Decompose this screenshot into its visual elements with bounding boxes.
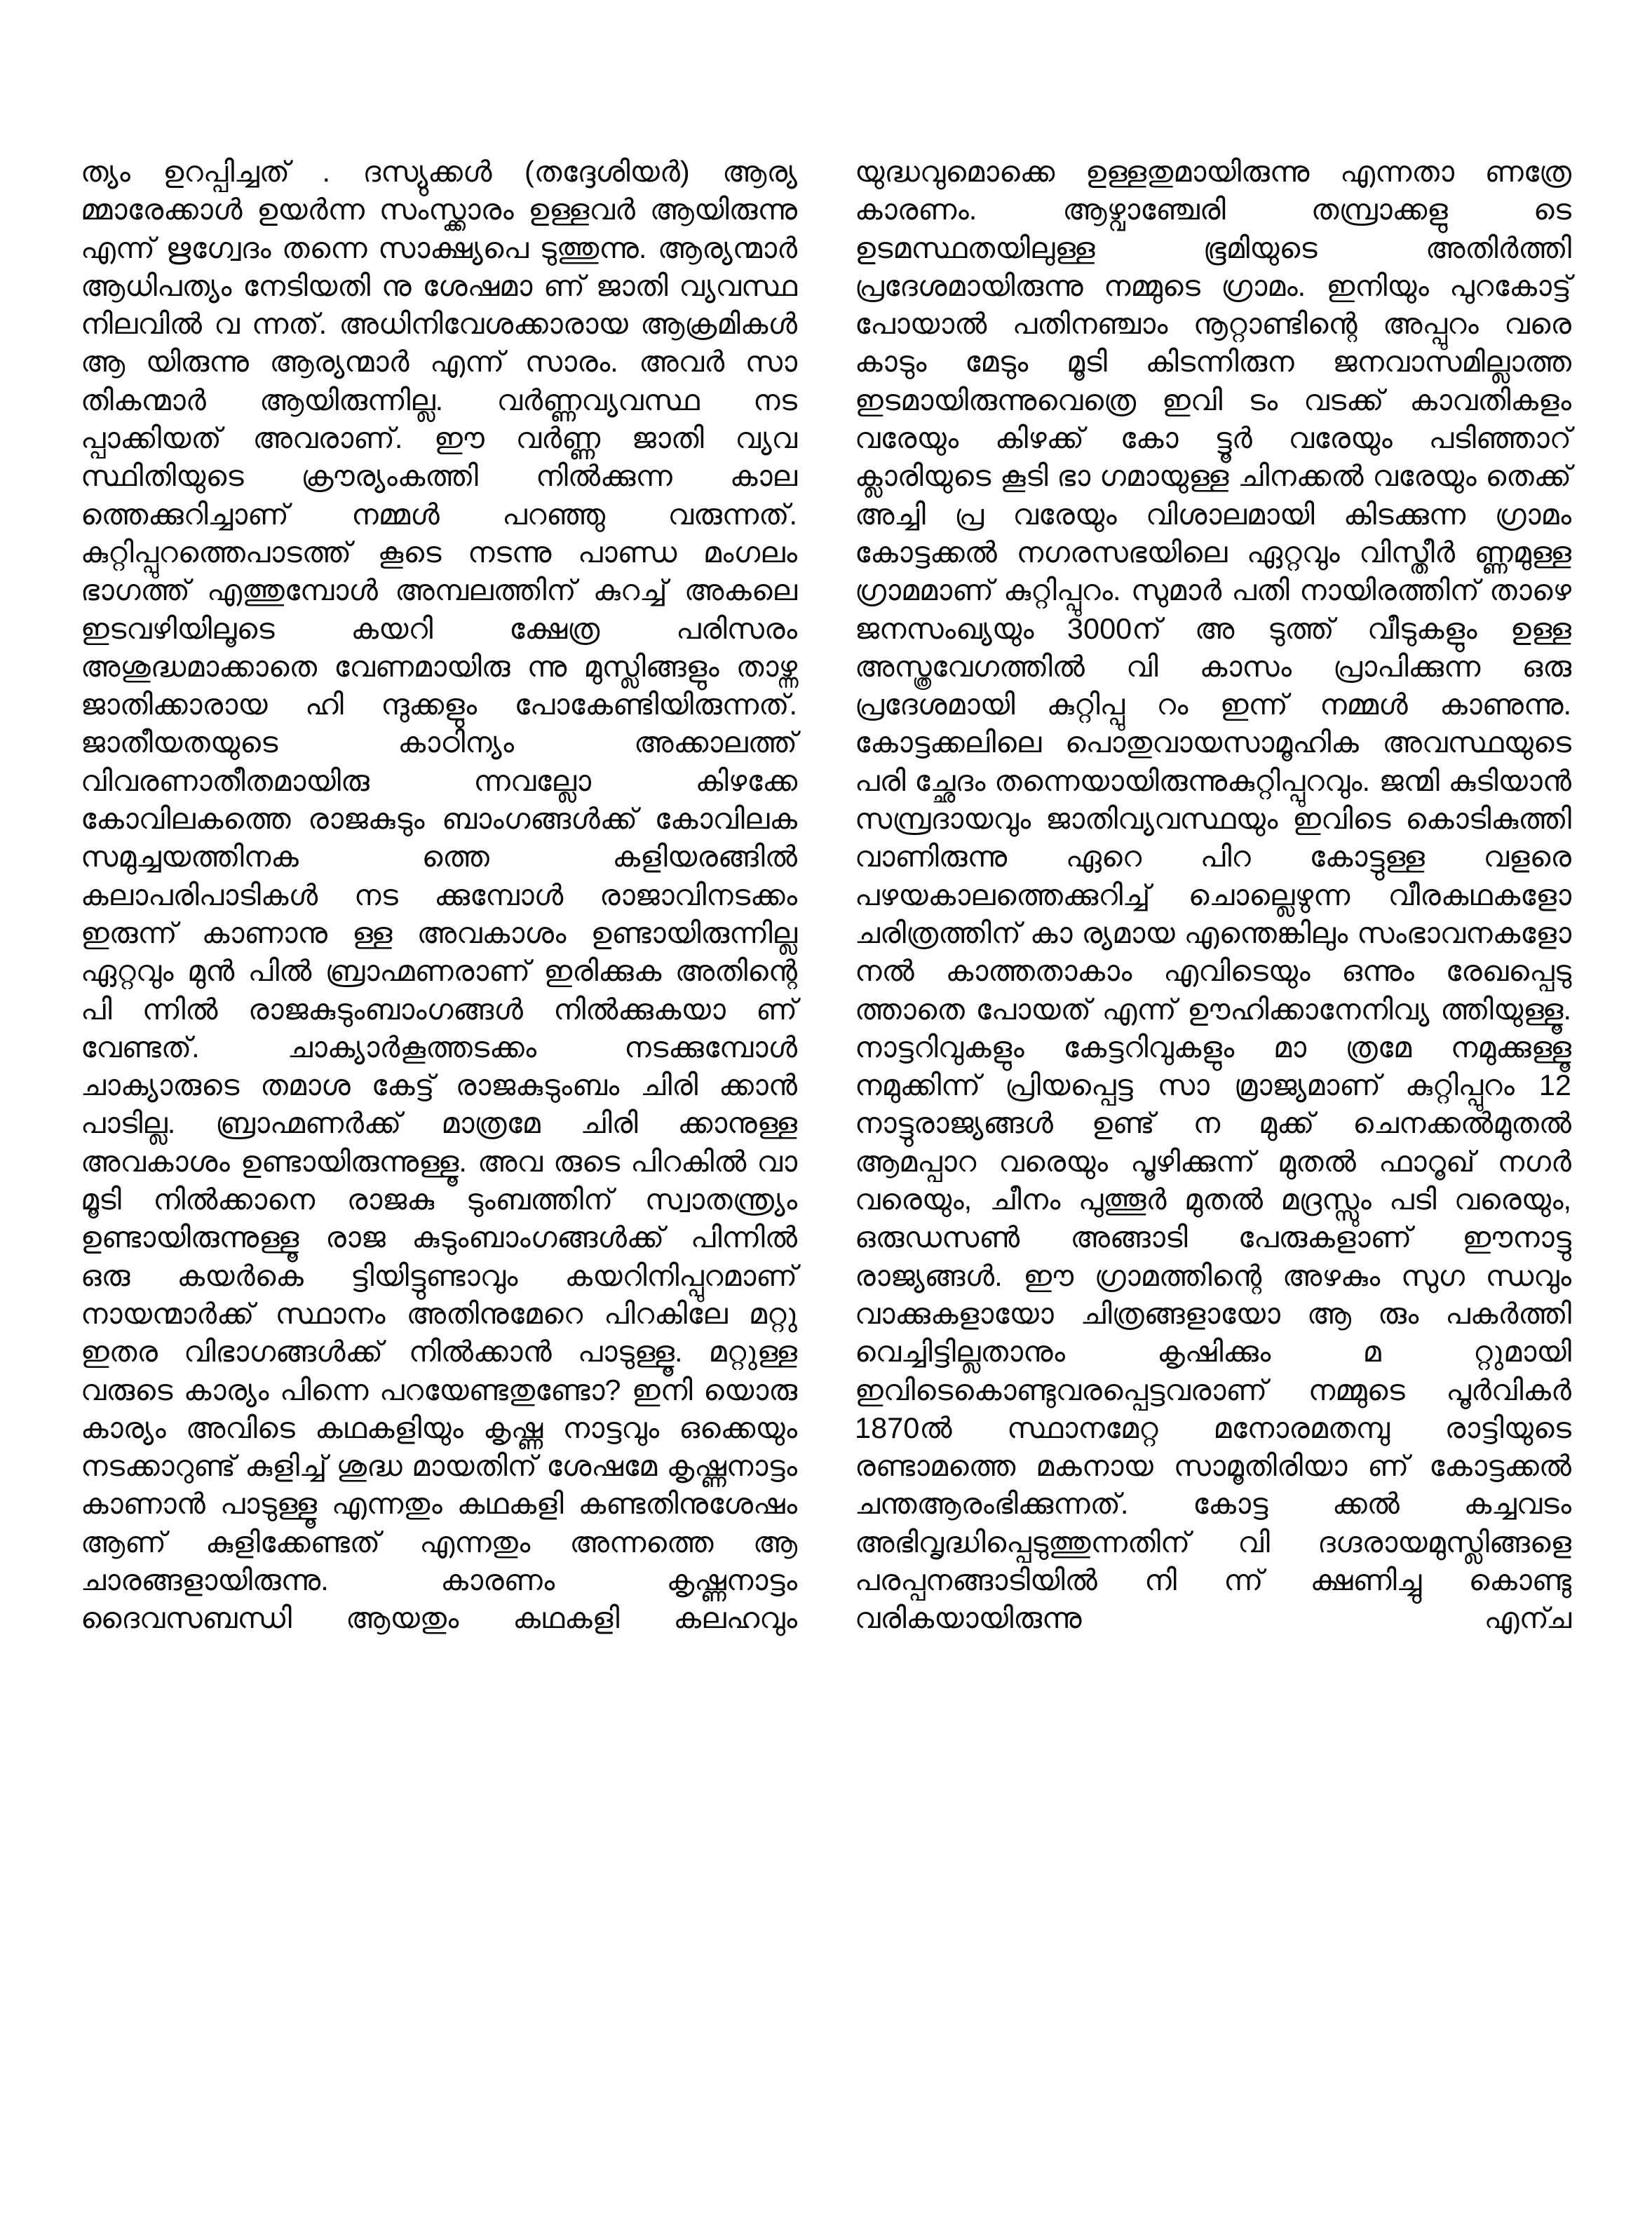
left-column-paragraph: ത്യം ഉറപ്പിച്ചത് . ദസ്യുക്കൾ (തദ്ദേശിയർ) ആര്യ മ്മാരേക്കാൾ ഉയർന്ന സംസ്ക്കാരം ഉള്ളവർ ആയിരുന്നു എന്ന് ഋഗ്വേദം തന്നെ സാക്ഷ്യപെ ടുത്തുന്നു. ആര്യന്മാർ ആധിപത്യം നേടിയതി നു ശേഷമാ ണ് ജാതി വ്യവസ്ഥ നിലവിൽ വ ന്നത്. അധിനിവേശക്കാരായ ആക്രമികൾ ആ യിരുന്നു ആര്യന്മാർ എന്ന് സാരം. അവർ സാ തികന്മാർ ആയിരുന്നില്ല. വർണ്ണവ്യവസ്ഥ നട പ്പാക്കിയത് അവരാണ്. ഈ വർണ്ണ ജാതി വ്യവ സ്ഥിതിയുടെ ക്രൗര്യംകത്തി നിൽക്കുന്ന കാല ത്തെക്കുറിച്ചാണ് നമ്മൾ പറഞ്ഞു വരുന്നത്. കുറ്റിപ്പുറത്തെപാടത്ത് കൂടെ നടന്നു പാണ്ഡ മംഗലം ഭാഗത്ത് എത്തുമ്പോൾ അമ്പലത്തിന് കുറച്ച് അകലെ ഇടവഴിയിലൂടെ കയറി ക്ഷേത്ര പരിസരം അശുദ്ധമാക്കാതെ വേണമായിരു ന്നു മുസ്ലിങ്ങളും താഴ്ന്ന ജാതിക്കാരായ ഹി ന്ദുക്കളും പോകേണ്ടിയിരുന്നത്. ജാതീയതയുടെ കാഠിന്യം അക്കാലത്ത് വിവരണാതീതമായിരു ന്നവല്ലോ കിഴക്കേ കോവിലകത്തെ രാജകുടും ബാംഗങ്ങൾക്ക് കോവിലക സമുച്ചയത്തിനക ത്തെ കളിയരങ്ങിൽ കലാപരിപാടികൾ നട ക്കുമ്പോൾ രാജാവിനടക്കം ഇരുന്ന് കാണാനു ള്ള അവകാശം ഉണ്ടായിരുന്നില്ല ഏറ്റവും മുൻ പിൽ ബ്രാഹ്മണരാണ് ഇരിക്കുക അതിന്റെ പി ന്നിൽ രാജകുടുംബാംഗങ്ങൾ നിൽക്കുകയാ ണ് വേണ്ടത്. ചാക്യാർകൂത്തടക്കം നടക്കുമ്പോൾ ചാക്യാരുടെ തമാശ കേട്ട് രാജകുടുംബം ചിരി ക്കാൻ പാടില്ല. ബ്രാഹ്മണർക്ക് മാത്രമേ ചിരി ക്കാനുള്ള അവകാശം ഉണ്ടായിരുന്നുള്ളൂ. അവ രുടെ പിറകിൽ വാ മൂടി നിൽക്കാനെ രാജകു ടുംബത്തിന് സ്വാതന്ത്ര്യം ഉണ്ടായിരുന്നുള്ളൂ രാജ കുടുംബാംഗങ്ങൾക്ക് പിന്നിൽ ഒരു കയർകെ ട്ടിയിട്ടുണ്ടാവും കയറിനിപ്പുറമാണ് നായന്മാർക്ക് സ്ഥാനം അതിനുമേറെ പിറകിലേ മറ്റു ഇതര വിഭാഗങ്ങൾക്ക് നിൽക്കാൻ പാടുള്ളൂ. മറ്റുള്ള വരുടെ കാര്യം പിന്നെ പറയേണ്ടതുണ്ടോ? ഇനി യൊരു കാര്യം അവിടെ കഥകളിയും കൃഷ്ണ നാട്ടവും ഒക്കെയും നടക്കാറുണ്ട് കുളിച്ച് ശുദ്ധ മായതിന് ശേഷമേ കൃഷ്ണനാട്ടം കാണാൻ പാടുള്ളൂ എന്നതും കഥകളി കണ്ടതിനുശേഷം ആണ് കുളിക്കേണ്ടത് എന്നതും അന്നത്തെ ആ ചാരങ്ങളായിരുന്നു. കാരണം കൃഷ്ണനാട്ടം ദൈവസബന്ധി ആയതും കഥകളി കലഹവും (81, 155, 797, 1635)
left-text-column (81, 153, 797, 1676)
two-column-body (81, 153, 1571, 1676)
right-column-paragraph: യുദ്ധവുമൊക്കെ ഉള്ളതുമായിരുന്നു എന്നതാ ണത്രേ കാരണം. ആഴ്വാഞ്ചേരി തമ്പ്രാക്കളു ടെ ഉടമസ്ഥതയിലുള്ള ഭൂമിയുടെ അതിർത്തി പ്രദേശമായിരുന്നു നമ്മുടെ ഗ്രാമം. ഇനിയും പുറകോട്ട് പോയാൽ പതിനഞ്ചാം നൂറ്റാണ്ടിന്റെ അപ്പുറം വരെ കാടും മേടും മൂടി കിടന്നിരുന ജനവാസമില്ലാത്ത ഇടമായിരുന്നുവെത്രെ ഇവി ടം വടക്ക് കാവതികളം വരേയും കിഴക്ക് കോ ട്ടൂർ വരേയും പടിഞ്ഞാറ് ക്ലാരിയുടെ കൂടി ഭാ ഗമായുള്ള ചിനക്കൽ വരേയും തെക്ക് അച്ചി പ്ര വരേയും വിശാലമായി കിടക്കുന്ന ഗ്രാമം കോട്ടക്കൽ നഗരസഭയിലെ ഏറ്റവും വിസ്തീർ ണ്ണമുള്ള ഗ്രാമമാണ് കുറ്റിപ്പുറം. സുമാർ പതി നായിരത്തിന് താഴെ ജനസംഖ്യയും 3000ന് അ ടുത്ത് വീടുകളും ഉള്ള അസ്ത്രവേഗത്തിൽ വി കാസം പ്രാപിക്കുന്ന ഒരു പ്രദേശമായി കുറ്റിപ്പു റം ഇന്ന് നമ്മൾ കാണുന്നു. കോട്ടക്കലിലെ പൊതുവായസാമൂഹിക അവസ്ഥയുടെ പരി ച്ഛേദം തന്നെയായിരുന്നുകുറ്റിപ്പുറവും. ജന്മി കുടിയാൻ സമ്പ്രദായവും ജാതിവ്യവസ്ഥയും ഇവിടെ കൊടികുത്തി വാണിരുന്നു ഏറെ പിറ കോട്ടുള്ള വളരെ പഴയകാലത്തെക്കുറിച്ച് ചൊല്ലെഴുന്ന വീരകഥകളോ ചരിത്രത്തിന് കാ ര്യമായ എന്തെങ്കിലും സംഭാവനകളോ നൽ കാത്തതാകാം എവിടെയും ഒന്നും രേഖപ്പെടു ത്താതെ പോയത് എന്ന് ഊഹിക്കാനേനിവ്യ ത്തിയുള്ളൂ. നാട്ടറിവുകളും കേട്ടറിവുകളും മാ ത്രമേ നമുക്കുള്ളൂ നമുക്കിന്ന് പ്രിയപ്പെട്ട സാ മ്രാജ്യമാണ് കുറ്റിപ്പുറം 12 നാട്ടുരാജ്യങ്ങൾ ഉണ്ട് ന മുക്ക് ചെനക്കൽമുതൽ ആമപ്പാറ വരെയും പൂഴിക്കുന്ന് മുതൽ ഫാറൂഖ് നഗർ വരെയും, ചീനം പുത്തൂർ മുതൽ മദ്രസ്സും പടി വരെയും, ഒരുഡസൺ അങ്ങാടി പേരുകളാണ് ഈനാട്ടു രാജ്യങ്ങൾ. ഈ ഗ്രാമത്തിന്റെ അഴകും സുഗ ന്ധവും വാക്കുകളായോ ചിത്രങ്ങളായോ ആ രും പകർത്തി വെച്ചിട്ടില്ലതാനും കൃഷിക്കും മ റ്റുമായി ഇവിടെകൊണ്ടുവരപ്പെട്ടവരാണ് നമ്മുടെ പൂർവികർ 1870ൽ സ്ഥാനമേറ്റ മനോരമതമ്പു രാട്ടിയുടെ രണ്ടാമത്തെ മകനായ സാമൂതിരിയാ ണ് കോട്ടക്കൽ ചന്തആരംഭിക്കുന്നത്. കോട്ട ക്കൽ കച്ചവടം അഭിവൃദ്ധിപ്പെടുത്തുന്നതിന് വി ദഗ്ദരായമുസ്ലിങ്ങളെ പരപ്പനങ്ങാടിയിൽ നി ന്ന് ക്ഷണിച്ചു കൊണ്ടു വരികയായിരുന്നു എന്ച (855, 155, 1571, 1635)
right-text-column (855, 153, 1571, 1676)
